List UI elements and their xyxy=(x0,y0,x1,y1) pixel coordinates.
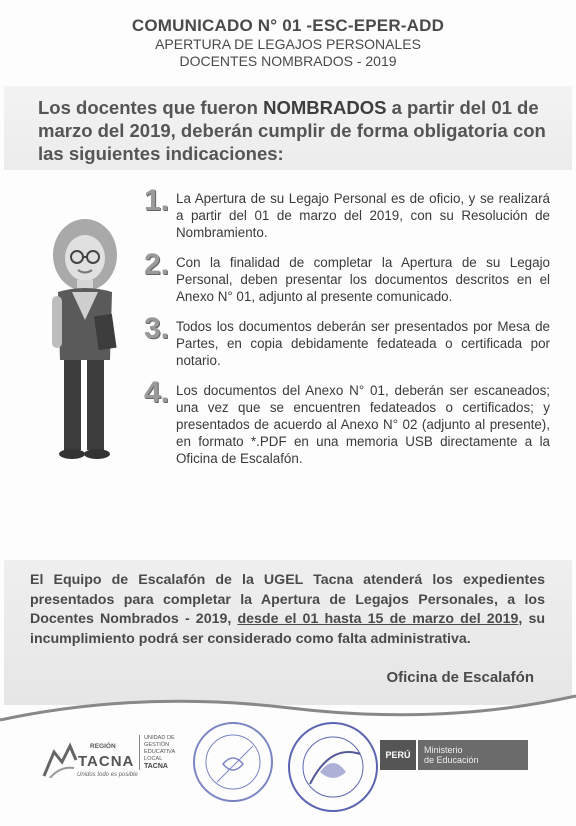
subtitle-line-2: DOCENTES NOMBRADOS - 2019 xyxy=(179,53,397,69)
ministry-line-1: Ministerio xyxy=(424,745,463,755)
official-stamp-icon xyxy=(193,722,273,802)
ugel-line: LOCAL xyxy=(144,756,163,762)
intro-text-2: a partir del 01 de marzo del 2019, deberán cumplir de forma obligatoria con las siguientes indicaciones: xyxy=(38,97,546,164)
item-number: 1. xyxy=(144,184,170,217)
official-seal-icon xyxy=(288,722,378,812)
ugel-tacna: TACNA xyxy=(144,763,168,770)
instructions-list xyxy=(140,184,550,480)
item-text: Los documentos del Anexo N° 01, deberán ser escaneados; una vez que se encuentren fedateados o certificados; y presentados de acuerdo al Anexo N° 02 (adjunto al presente), en formato *.PDF en una memoria USB directamente a la Oficina de Escalafón. xyxy=(176,383,550,466)
list-item xyxy=(140,376,550,467)
minedu-logo xyxy=(380,740,530,770)
closing-text-1: El Equipo de Escalafón de la UGEL Tacna atenderá los expedientes presentados para completar la Apertura de Legajos Personales, a los Docentes Nombrados - 2019, xyxy=(30,572,545,627)
document-title: COMUNICADO N° 01 -ESC-EPER-ADD xyxy=(131,16,445,35)
list-item xyxy=(140,312,550,369)
office-signature: Oficina de Escalafón xyxy=(386,669,534,686)
ugel-line: EDUCATIVA xyxy=(144,749,176,755)
closing-text-2: , su incumplimiento podrá ser considerado como falta administrativa. xyxy=(30,611,546,647)
item-number: 2. xyxy=(144,248,170,281)
region-label: REGIÓN xyxy=(90,743,116,750)
ministry-line-2: de Educación xyxy=(424,755,479,765)
header xyxy=(8,10,568,80)
tacna-label: TACNA xyxy=(78,753,135,770)
peru-label: PERÚ xyxy=(380,740,416,770)
ugel-line: UNIDAD DE xyxy=(144,735,175,741)
closing-deadline: desde el 01 hasta 15 de marzo del 2019 xyxy=(237,611,519,627)
item-text: Con la finalidad de completar la Apertura de su Legajo Personal, deben presentar los documentos descritos en el Anexo N° 01, adjunto al presente comunicado. xyxy=(176,255,550,304)
intro-text-1: Los docentes que fueron xyxy=(38,97,264,118)
item-number: 3. xyxy=(144,312,170,345)
ugel-line: GESTIÓN xyxy=(144,742,170,748)
region-slogan: Unidos todo es posible xyxy=(77,772,138,778)
subtitle-line-1: APERTURA DE LEGAJOS PERSONALES xyxy=(155,36,421,52)
closing-paragraph xyxy=(30,571,545,649)
item-number: 4. xyxy=(144,376,170,409)
list-item xyxy=(140,184,550,241)
item-text: Todos los documentos deberán ser presentados por Mesa de Partes, en copia debidamente fedateada o certificada por notario. xyxy=(176,319,550,368)
list-item xyxy=(140,248,550,305)
ugel-logo xyxy=(139,735,196,770)
intro-bold: NOMBRADOS xyxy=(263,97,387,118)
ministry-label xyxy=(418,740,528,770)
teacher-illustration xyxy=(30,210,140,470)
footer-logos xyxy=(0,720,576,820)
item-text: La Apertura de su Legajo Personal es de oficio, y se realizará a partir del 01 de marzo del 2019, con su Resolución de Nombramiento. xyxy=(176,191,550,240)
intro-paragraph xyxy=(38,96,558,165)
